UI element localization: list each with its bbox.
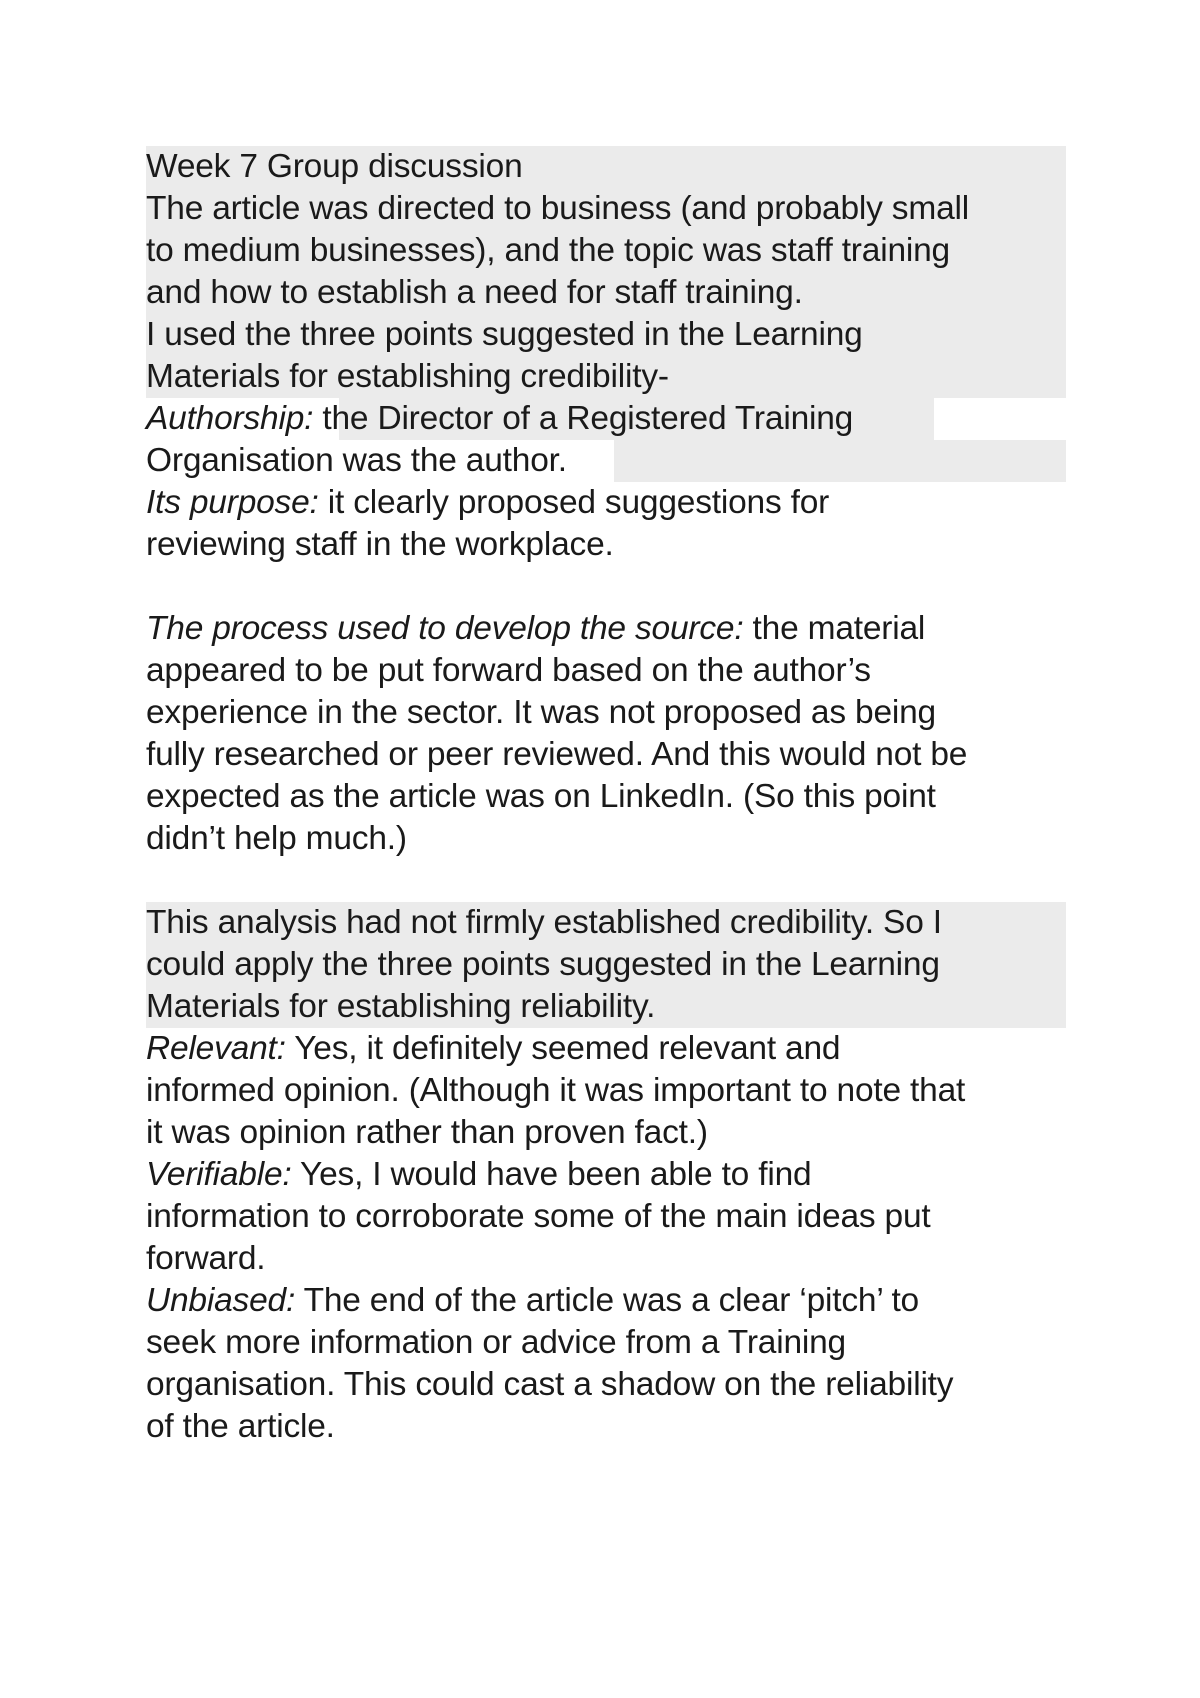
paragraph-line <box>146 314 1066 356</box>
criterion-unbiased <box>146 1280 1066 1322</box>
document-title <box>146 146 1066 188</box>
line-text: it clearly proposed suggestions for <box>318 484 830 521</box>
line-text: I used the three points suggested in the Learning <box>146 316 863 353</box>
paragraph-line <box>146 902 1066 944</box>
paragraph-line <box>146 1196 1066 1238</box>
paragraph-line <box>146 650 1066 692</box>
line-text: reviewing staff in the workplace. <box>146 526 614 563</box>
line-text: and how to establish a need for staff training. <box>146 274 803 311</box>
paragraph-line <box>146 1406 1066 1448</box>
line-text: Materials for establishing credibility- <box>146 358 669 395</box>
paragraph-line <box>146 1112 1066 1154</box>
line-text: to medium businesses), and the topic was staff training <box>146 232 950 269</box>
line-text: informed opinion. (Although it was important to note that <box>146 1072 966 1109</box>
line-text: of the article. <box>146 1408 335 1445</box>
paragraph-line <box>146 818 1066 860</box>
line-text: Yes, it definitely seemed relevant and <box>285 1030 841 1067</box>
line-text: the Director of a Registered Training <box>313 400 854 437</box>
criterion-label: Relevant: <box>146 1030 286 1067</box>
line-text: Week 7 Group discussion <box>146 148 523 185</box>
line-text: forward. <box>146 1240 266 1277</box>
line-text: didn’t help much.) <box>146 820 407 857</box>
paragraph-line <box>146 692 1066 734</box>
line-text: fully researched or peer reviewed. And this would not be <box>146 736 968 773</box>
paragraph-line <box>146 230 1066 272</box>
criterion-label: Unbiased: <box>146 1282 296 1319</box>
blank-line <box>146 566 1066 608</box>
criterion-label: Its purpose: <box>146 484 319 521</box>
document-body <box>146 146 1066 1448</box>
line-text: The article was directed to business (and probably small <box>146 190 969 227</box>
line-text: Organisation was the author. <box>146 442 567 479</box>
line-text: experience in the sector. It was not proposed as being <box>146 694 936 731</box>
paragraph-line <box>146 986 1066 1028</box>
criterion-process <box>146 608 1066 650</box>
paragraph-line <box>146 1322 1066 1364</box>
paragraph-line <box>146 1238 1066 1280</box>
criterion-label: The process used to develop the source: <box>146 610 744 647</box>
blank-line <box>146 860 1066 902</box>
line-text: Materials for establishing reliability. <box>146 988 656 1025</box>
line-text: the material <box>743 610 926 647</box>
criterion-verifiable <box>146 1154 1066 1196</box>
paragraph-line <box>146 188 1066 230</box>
criterion-purpose <box>146 482 1066 524</box>
paragraph-line <box>146 1070 1066 1112</box>
criterion-label: Verifiable: <box>146 1156 292 1193</box>
line-text: information to corroborate some of the main ideas put <box>146 1198 931 1235</box>
paragraph-line <box>146 1364 1066 1406</box>
line-text: expected as the article was on LinkedIn. (So this point <box>146 778 936 815</box>
paragraph-line <box>146 734 1066 776</box>
paragraph-line <box>146 944 1066 986</box>
line-text: Yes, I would have been able to find <box>291 1156 812 1193</box>
criterion-relevant <box>146 1028 1066 1070</box>
paragraph-line <box>146 356 1066 398</box>
criterion-label: Authorship: <box>146 400 314 437</box>
line-text: organisation. This could cast a shadow on the reliability <box>146 1366 954 1403</box>
paragraph-line <box>146 272 1066 314</box>
paragraph-line <box>146 440 1066 482</box>
paragraph-line <box>146 776 1066 818</box>
line-text: seek more information or advice from a Training <box>146 1324 846 1361</box>
line-text: appeared to be put forward based on the author’s <box>146 652 871 689</box>
line-text: it was opinion rather than proven fact.) <box>146 1114 708 1151</box>
criterion-authorship <box>146 398 1066 440</box>
line-text: The end of the article was a clear ‘pitch’ to <box>295 1282 919 1319</box>
line-text: This analysis had not firmly established credibility. So I <box>146 904 942 941</box>
line-text: could apply the three points suggested in the Learning <box>146 946 940 983</box>
paragraph-line <box>146 524 1066 566</box>
